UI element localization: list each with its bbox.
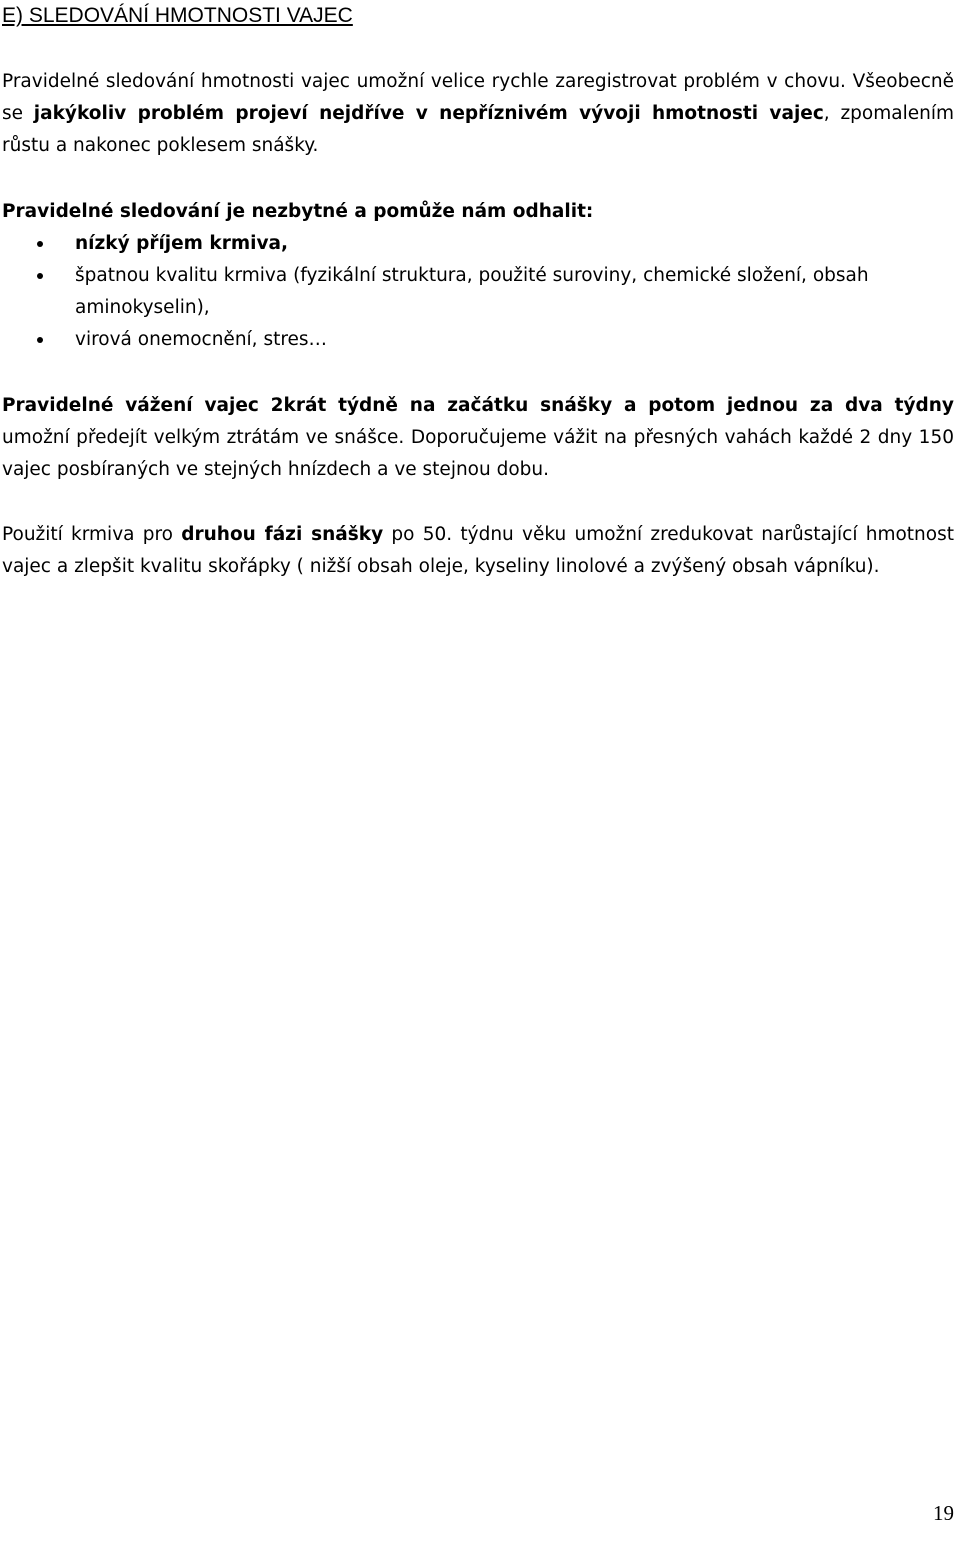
intro-paragraph	[2, 66, 954, 162]
section-heading: E) SLEDOVÁNÍ HMOTNOSTI VAJEC	[2, 4, 353, 27]
weighing-text-1: umožní předejít velkým ztrátám ve snášce.	[2, 427, 405, 448]
phase2-emphasis: druhou fázi snášky	[181, 524, 384, 545]
list-item: nízký příjem krmiva,	[0, 228, 958, 260]
detect-intro: Pravidelné sledování je nezbytné a pomůže nám odhalit:	[2, 201, 594, 222]
intro-text-start: Pravidelné sledování hmotnosti vajec umožní velice rychle zaregistrovat problém v chovu. Všeobecně se	[2, 71, 954, 124]
weighing-text-2: Doporučujeme vážit na přesných vahách každé 2 dny 150 vajec posbíraných ve stejných hnízdech a ve stejnou dobu.	[2, 427, 954, 480]
weighing-paragraph	[2, 390, 954, 486]
intro-text-end: , zpomalením růstu a nakonec poklesem snášky.	[2, 103, 954, 156]
phase2-text-end: po 50. týdnu věku umožní zredukovat narůstající hmotnost vajec a zlepšit kvalitu skořápky ( nižší obsah oleje, kyseliny linolové a zvýšený obsah vápníku).	[2, 524, 954, 577]
page-number: 19	[933, 1501, 954, 1525]
intro-emphasis: jakýkoliv problém projeví nejdříve v nepříznivém vývoji hmotnosti vajec	[33, 103, 824, 124]
detect-list	[0, 228, 958, 356]
phase2-paragraph	[2, 519, 954, 583]
phase2-text-start: Použití krmiva pro	[2, 524, 182, 545]
list-item: virová onemocnění, stres…	[0, 324, 958, 356]
weighing-emphasis: Pravidelné vážení vajec 2krát týdně na začátku snášky a potom jednou za dva týdny	[2, 395, 954, 416]
list-item: špatnou kvalitu krmiva (fyzikální struktura, použité suroviny, chemické složení, obsah aminokyselin),	[0, 260, 958, 324]
